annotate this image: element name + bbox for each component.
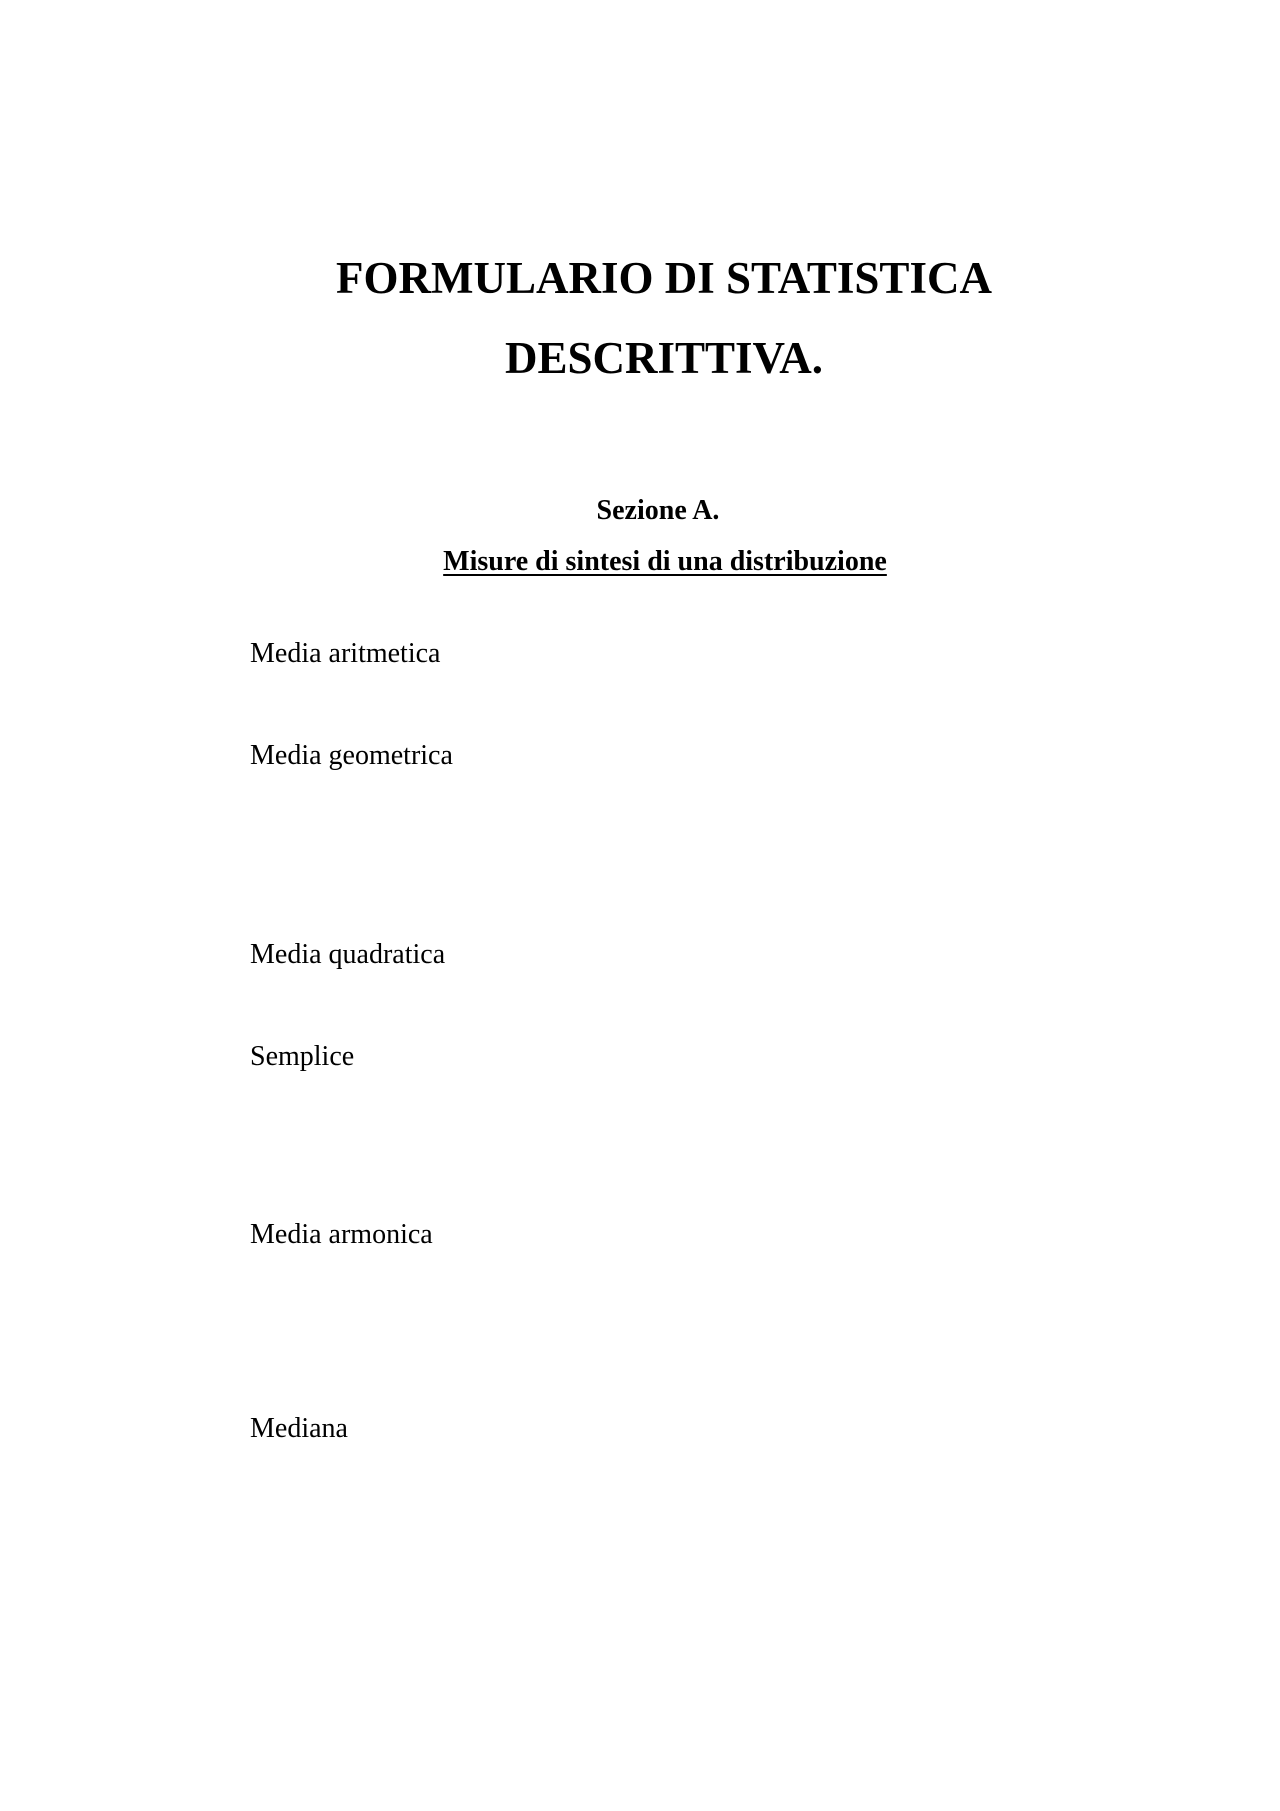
entry-media-aritmetica: Media aritmetica — [250, 638, 441, 669]
section-label: Sezione A. — [596, 495, 720, 526]
entry-media-quadratica: Media quadratica — [250, 939, 446, 970]
entry-semplice: Semplice — [250, 1041, 355, 1072]
entry-mediana: Mediana — [250, 1413, 348, 1444]
section-subtitle: Misure di sintesi di una distribuzione — [443, 546, 887, 577]
entry-media-armonica: Media armonica — [250, 1219, 433, 1250]
entry-media-geometrica: Media geometrica — [250, 740, 453, 771]
document-title-line-1: FORMULARIO DI STATISTICA — [336, 253, 992, 303]
document-title-line-2: DESCRITTIVA. — [504, 333, 824, 383]
